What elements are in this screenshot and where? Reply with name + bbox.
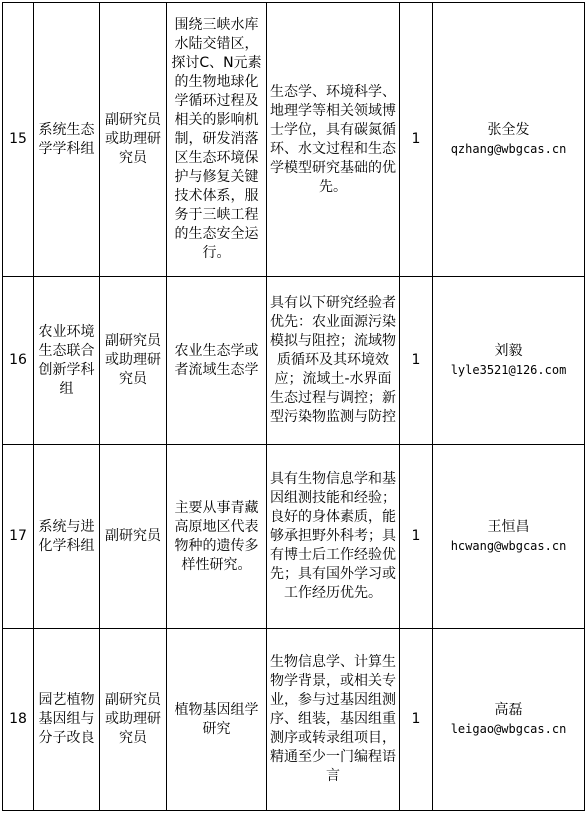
contact-cell	[433, 277, 585, 445]
research-group: 系统生态学学科组	[34, 3, 100, 277]
research-direction: 围绕三峡水库水陆交错区，探讨C、N元素的生物地球化学循环过程及相关的影响机制，研发消落区生态环境保护与修复关键技术体系，服务于三峡工程的生态安全运行。	[167, 3, 267, 277]
research-direction: 农业生态学或者流域生态学	[167, 277, 267, 445]
table-row	[3, 629, 585, 811]
research-group: 农业环境生态联合创新学科组	[34, 277, 100, 445]
recruitment-table	[2, 2, 585, 811]
contact-cell	[433, 3, 585, 277]
contact-name: 王恒昌	[487, 518, 530, 535]
position-title: 副研究员	[100, 445, 167, 629]
contact-email[interactable]: leigao@wbgcas.cn	[450, 721, 567, 736]
table-row	[3, 277, 585, 445]
job-requirement: 具有以下研究经验者优先：农业面源污染模拟与阻控；流域物质循环及其环境效应；流域土-水界面生态过程与调控；新型污染物监测与防控	[267, 277, 400, 445]
contact-name: 张全发	[487, 121, 530, 138]
position-title: 副研究员或助理研究员	[100, 3, 167, 277]
row-number: 18	[3, 629, 34, 811]
research-group: 园艺植物基因组与分子改良	[34, 629, 100, 811]
contact-email[interactable]: qzhang@wbgcas.cn	[450, 141, 567, 156]
row-number: 17	[3, 445, 34, 629]
table-row	[3, 3, 585, 277]
headcount: 1	[400, 3, 433, 277]
headcount: 1	[400, 445, 433, 629]
contact-email[interactable]: lyle3521@126.com	[450, 362, 567, 377]
contact-name: 高磊	[494, 701, 523, 718]
job-requirement: 具有生物信息学和基因组测技能和经验；良好的身体素质，能够承担野外科考；具有博士后工作经验优先；具有国外学习或工作经历优先。	[267, 445, 400, 629]
headcount: 1	[400, 277, 433, 445]
contact-cell	[433, 445, 585, 629]
research-direction: 植物基因组学研究	[167, 629, 267, 811]
job-requirement: 生态学、环境科学、地理学等相关领域博士学位，具有碳氮循环、水文过程和生态学模型研究基础的优先。	[267, 3, 400, 277]
position-title: 副研究员或助理研究员	[100, 629, 167, 811]
row-number: 15	[3, 3, 34, 277]
position-title: 副研究员或助理研究员	[100, 277, 167, 445]
contact-name: 刘毅	[494, 342, 523, 359]
research-direction: 主要从事青藏高原地区代表物种的遗传多样性研究。	[167, 445, 267, 629]
headcount: 1	[400, 629, 433, 811]
job-requirement: 生物信息学、计算生物学背景，或相关专业，参与过基因组测序、组装，基因组重测序或转录组项目，精通至少一门编程语言	[267, 629, 400, 811]
contact-cell	[433, 629, 585, 811]
research-group: 系统与进化学科组	[34, 445, 100, 629]
contact-email[interactable]: hcwang@wbgcas.cn	[450, 538, 567, 553]
row-number: 16	[3, 277, 34, 445]
table-row	[3, 445, 585, 629]
